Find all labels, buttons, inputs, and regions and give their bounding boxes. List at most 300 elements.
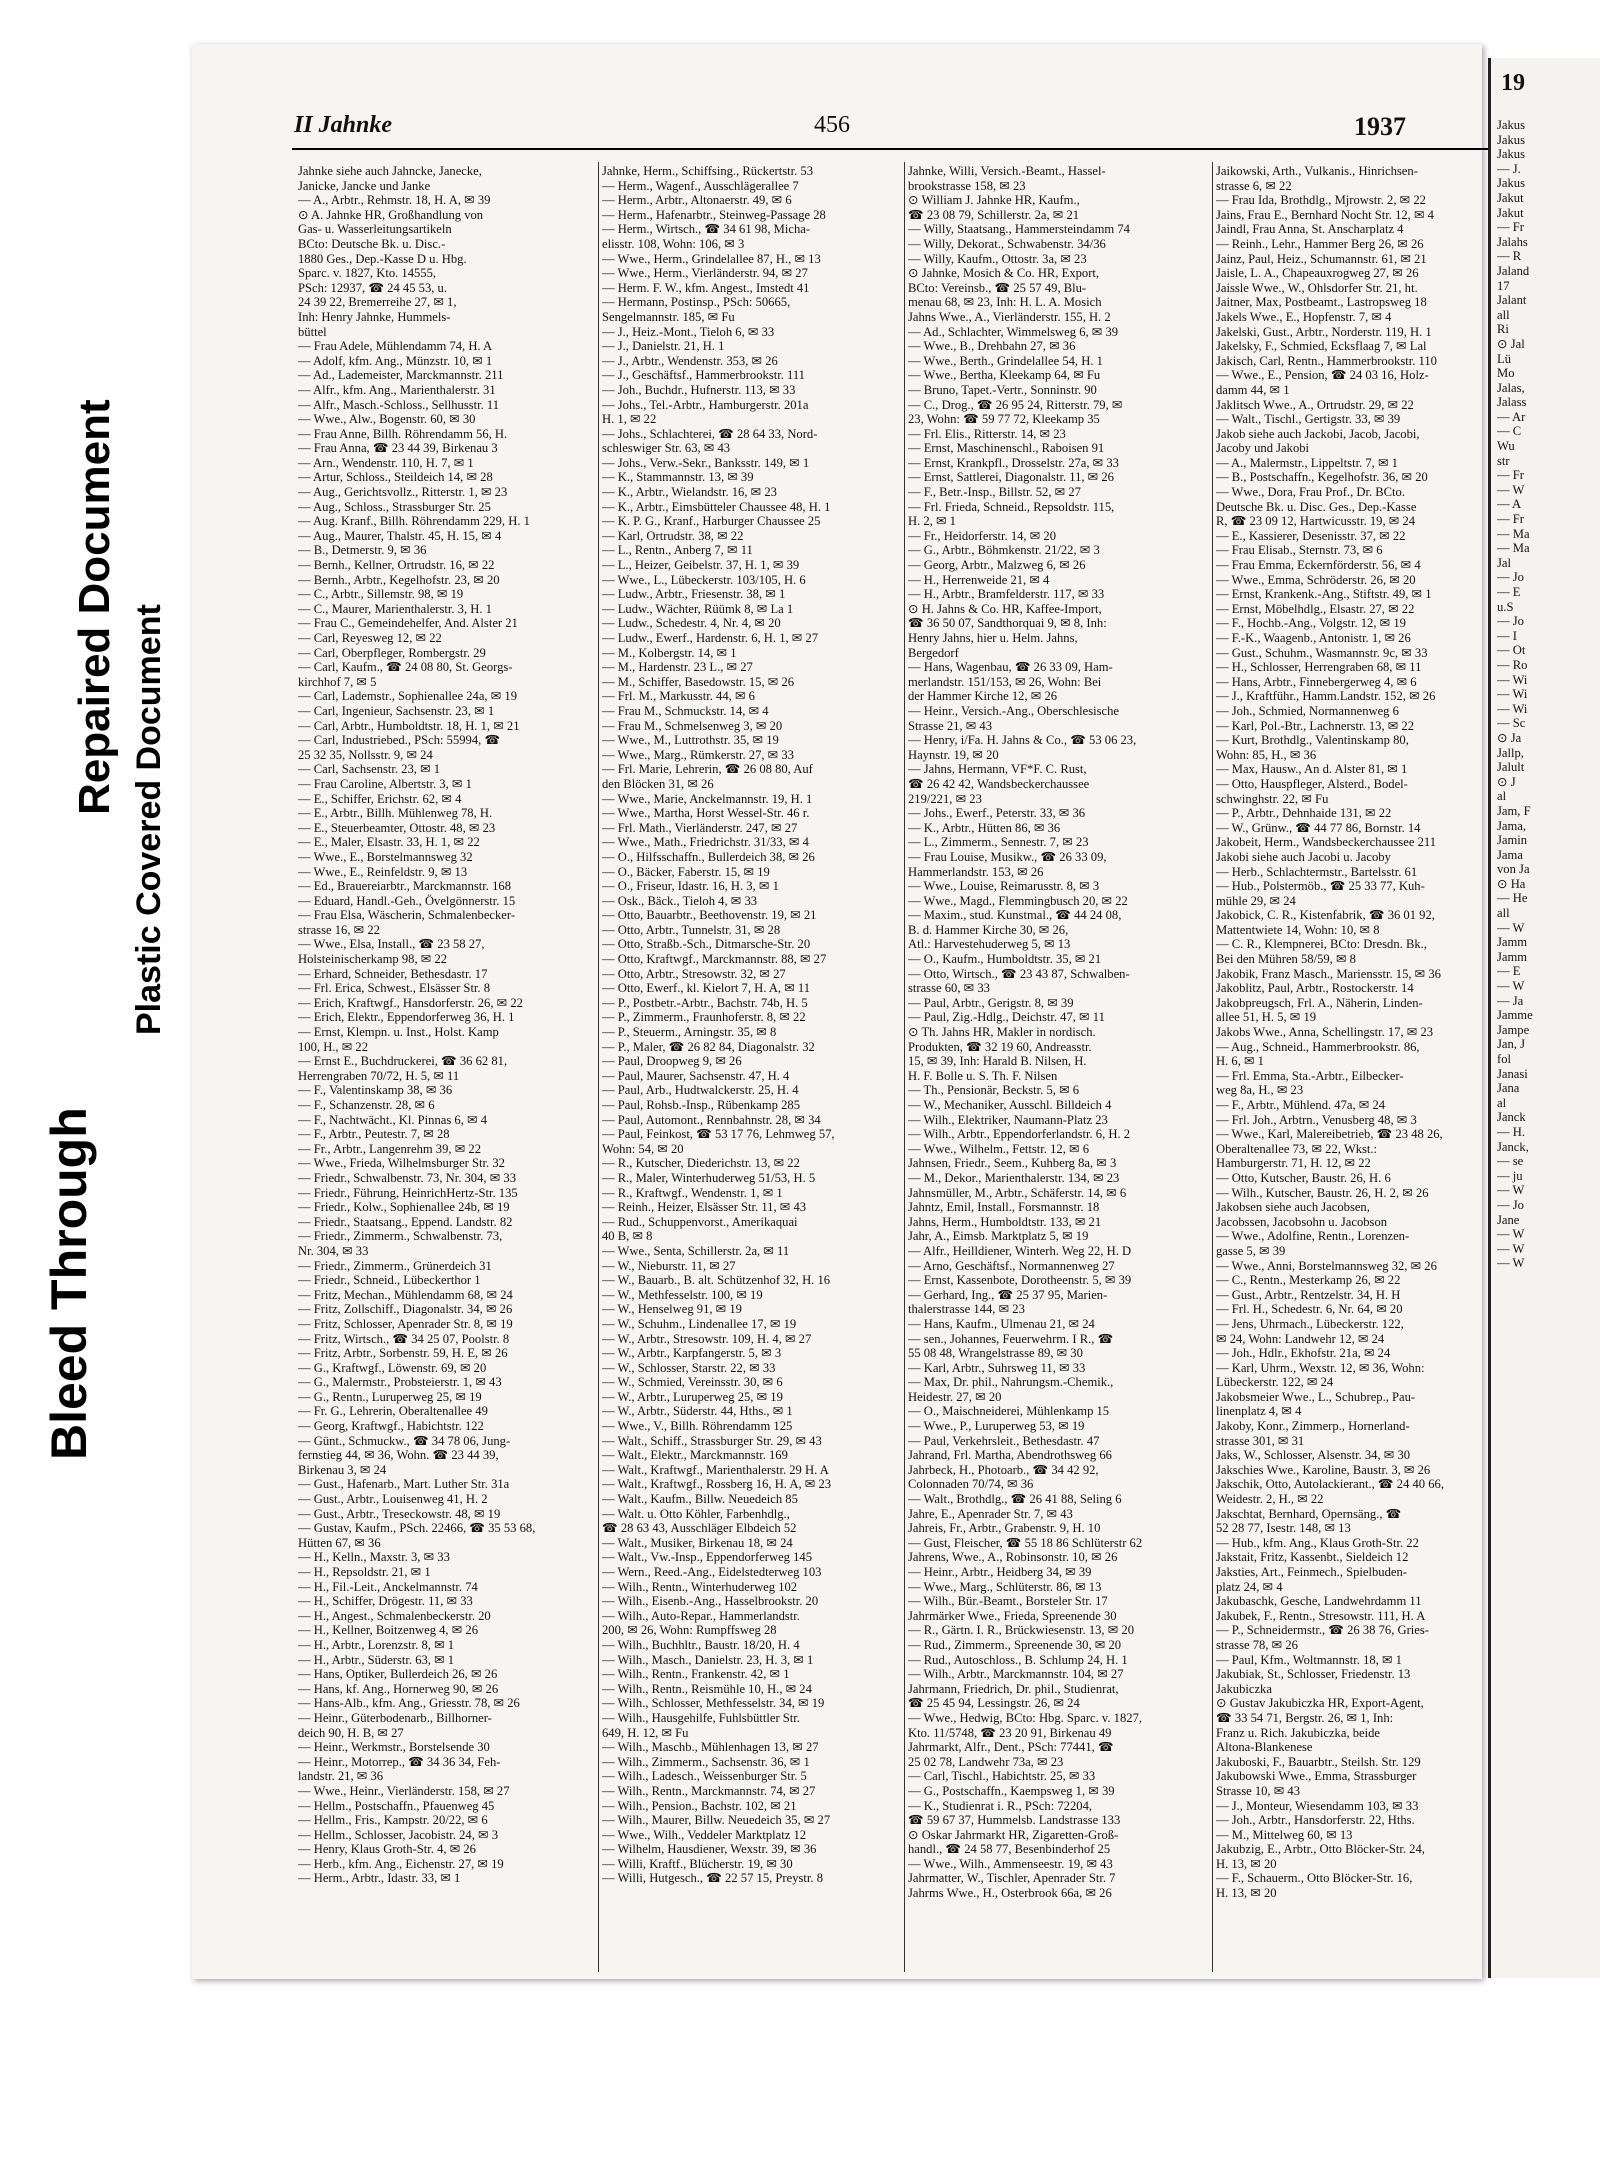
directory-entry: — Carl, Tischl., Habichtstr. 25, ✉ 33 <box>908 1769 1096 1784</box>
directory-entry: — Paul, Rohsb.-Insp., Rübenkamp 285 <box>602 1098 800 1112</box>
directory-entry: Jakoby, Konr., Zimmerp., Hornerland- <box>1216 1419 1410 1434</box>
directory-entry: — Willy, Kaufm., Ottostr. 3a, ✉ 23 <box>908 251 1087 266</box>
directory-entry: Jakubowski Wwe., Emma, Strassburger <box>1216 1769 1417 1784</box>
directory-entry: — Artur, Schloss., Steildeich 14, ✉ 28 <box>298 470 493 485</box>
directory-entry: Jakobs Wwe., Anna, Schellingstr. 17, ✉ 23 <box>1216 1025 1434 1040</box>
directory-entry: 649, H. 12, ✉ Fu <box>602 1725 689 1740</box>
directory-entry: — Walt. u. Otto Köhler, Farbenhdlg., <box>602 1506 790 1521</box>
directory-entry: — Herm., Arbtr., Altonaerstr. 49, ✉ 6 <box>602 193 792 208</box>
directory-entry: — Wwe., Bertha, Kleekamp 64, ✉ Fu <box>908 368 1101 383</box>
directory-entry: Jahnsmüller, M., Arbtr., Schäferstr. 14, ✉ 6 <box>908 1185 1127 1200</box>
directory-column-2 <box>602 164 902 1974</box>
directory-entry: — H., Arbtr., Bramfelderstr. 117, ✉ 33 <box>908 587 1105 602</box>
directory-entry: damm 44, ✉ 1 <box>1216 382 1290 397</box>
adjacent-entry: — Ro <box>1497 657 1528 672</box>
directory-entry: Jakobsmeier Wwe., L., Schubrep., Pau- <box>1216 1389 1416 1404</box>
directory-entry: R, ☎ 23 09 12, Hartwicusstr. 19, ✉ 24 <box>1216 514 1416 529</box>
adjacent-entry: Jakus <box>1497 176 1525 191</box>
directory-entry: Gas- u. Wasserleitungsartikeln <box>298 222 452 237</box>
directory-entry: — M., Schiffer, Basedowstr. 15, ✉ 26 <box>602 674 795 689</box>
directory-entry: — Carl, Arbtr., Humboldtstr. 18, H. 1, ✉ 21 <box>298 718 520 733</box>
adjacent-entry: — E <box>1497 964 1521 979</box>
directory-entry: — Alfr., Heilldiener, Winterh. Weg 22, H. D <box>908 1243 1132 1258</box>
directory-entry: — Willi, Hutgesch., ☎ 22 57 15, Preystr. 8 <box>602 1871 823 1886</box>
directory-entry: ⊙ H. Jahns & Co. HR, Kaffee-Import, <box>908 601 1102 616</box>
directory-entry: — A., Malermstr., Lippeltstr. 7, ✉ 1 <box>1216 455 1398 470</box>
adjacent-entry: — H. <box>1497 1124 1525 1139</box>
directory-entry: — Willy, Staatsang., Hammersteindamm 74 <box>908 222 1130 237</box>
directory-entry: — F., Valentinskamp 38, ✉ 36 <box>298 1083 453 1098</box>
directory-entry: — Bernh., Kellner, Ortrudstr. 16, ✉ 22 <box>298 558 495 573</box>
directory-entry: 55 08 48, Wrangelstrasse 89, ✉ 30 <box>908 1346 1083 1361</box>
directory-entry: ☎ 36 50 07, Sandthorquai 9, ✉ 8, Inh: <box>908 616 1107 631</box>
directory-entry: — Carl, Kaufm., ☎ 24 08 80, St. Georgs- <box>298 660 513 675</box>
adjacent-entry: str <box>1497 453 1510 468</box>
directory-entry: Jakobpreugsch, Frl. A., Näherin, Linden- <box>1216 995 1423 1010</box>
directory-entry: brookstrasse 158, ✉ 23 <box>908 178 1026 193</box>
directory-entry: Jaikowski, Arth., Vulkanis., Hinrichsen- <box>1216 164 1418 178</box>
directory-entry: — C., Rentn., Mesterkamp 26, ✉ 22 <box>1216 1273 1401 1288</box>
directory-entry: Mattentwiete 14, Wohn: 10, ✉ 8 <box>1216 922 1380 937</box>
directory-entry: Jahntz, Emil, Install., Forsmannstr. 18 <box>908 1200 1100 1215</box>
directory-entry: — Wwe., Wilhelm., Fettstr. 12, ✉ 6 <box>908 1141 1089 1156</box>
adjacent-entry: — W <box>1497 1256 1525 1271</box>
directory-entry: — Gust., Arbtr., Louisenweg 41, H. 2 <box>298 1492 488 1507</box>
directory-entry: — Aug., Maurer, Thalstr. 45, H. 15, ✉ 4 <box>298 528 502 543</box>
adjacent-entry: — W <box>1497 1241 1525 1256</box>
directory-entry: — Wwe., V., Billh. Röhrendamm 125 <box>602 1419 793 1434</box>
directory-entry: — Max, Hausw., An d. Alster 81, ✉ 1 <box>1216 762 1408 777</box>
directory-entry: — Carl, Oberpfleger, Rombergstr. 29 <box>298 645 486 660</box>
directory-entry: — Fr., Heidorferstr. 14, ✉ 20 <box>908 528 1057 543</box>
directory-entry: Jakisch, Carl, Rentn., Hammerbrookstr. 110 <box>1216 353 1437 368</box>
directory-entry: — J., Monteur, Wiesendamm 103, ✉ 33 <box>1216 1798 1419 1813</box>
directory-entry: — Walt., Kraftwgf., Marienthalerstr. 29 H. A <box>602 1462 829 1477</box>
directory-entry: — Frau C., Gemeindehelfer, And. Alster 21 <box>298 616 518 631</box>
directory-entry: — W., Bauarb., B. alt. Schützenhof 32, H. 16 <box>602 1273 831 1288</box>
directory-entry: — Frau Emma, Eckernförderstr. 56, ✉ 4 <box>1216 558 1421 573</box>
directory-entry: — Wilh., Rentn., Reismühle 10, H., ✉ 24 <box>602 1681 812 1696</box>
directory-entry: — H., Arbtr., Lorenzstr. 8, ✉ 1 <box>298 1637 455 1652</box>
directory-entry: Jaklitsch Wwe., A., Ortrudstr. 29, ✉ 22 <box>1216 397 1414 412</box>
directory-entry: — E., Kassierer, Desenisstr. 37, ✉ 22 <box>1216 528 1406 543</box>
directory-entry: — Wwe., Frieda, Wilhelmsburger Str. 32 <box>298 1156 505 1171</box>
directory-entry: Herrengraben 70/72, H. 5, ✉ 11 <box>298 1068 460 1083</box>
directory-entry: H. 1, ✉ 22 <box>602 412 657 427</box>
directory-entry: — Otto, Bauarbtr., Beethovenstr. 19, ✉ 21 <box>602 908 817 923</box>
adjacent-entry: Jakus <box>1497 132 1525 147</box>
page-number: 456 <box>814 112 850 138</box>
directory-entry: — Frau Anna, ☎ 23 44 39, Birkenau 3 <box>298 441 498 456</box>
page-year: 1937 <box>1354 112 1406 141</box>
directory-entry: ☎ 23 08 79, Schillerstr. 2a, ✉ 21 <box>908 207 1080 222</box>
directory-entry: 24 39 22, Bremerreihe 27, ✉ 1, <box>298 295 457 310</box>
directory-entry: — Otto, Straßb.-Sch., Ditmarsche-Str. 20 <box>602 937 811 952</box>
adjacent-entry: — E <box>1497 585 1521 599</box>
directory-entry: — H., Angest., Schmalenbeckerstr. 20 <box>298 1608 491 1623</box>
directory-entry: — Fritz, Schlosser, Apenrader Str. 8, ✉ 19 <box>298 1316 513 1331</box>
adjacent-entry: Jamm <box>1497 949 1528 964</box>
adjacent-entry: ⊙ Ha <box>1497 876 1526 891</box>
directory-entry: — Adolf, kfm. Ang., Münzstr. 10, ✉ 1 <box>298 353 493 368</box>
directory-entry: — Wern., Reed.-Ang., Eidelstedterweg 103 <box>602 1565 822 1579</box>
directory-entry: H. 2, ✉ 1 <box>908 514 956 529</box>
directory-entry: ⊙ William J. Jahnke HR, Kaufm., <box>908 193 1080 208</box>
adjacent-entry: — W <box>1497 979 1525 994</box>
directory-entry: Franz u. Rich. Jakubiczka, beide <box>1216 1725 1381 1740</box>
adjacent-entry: Lü <box>1497 351 1511 366</box>
adjacent-entry: — I <box>1497 628 1517 643</box>
directory-entry: — Osk., Bäck., Tieloh 4, ✉ 33 <box>602 893 758 908</box>
directory-entry: — Friedr., Staatsang., Eppend. Landstr. 82 <box>298 1214 513 1229</box>
directory-entry: — L., Zimmerm., Sennestr. 7, ✉ 23 <box>908 835 1089 850</box>
directory-entry: Jakobi siehe auch Jacobi u. Jacoby <box>1216 849 1391 864</box>
directory-entry: — C., Maurer, Marienthalerstr. 3, H. 1 <box>298 601 492 616</box>
column-divider <box>904 162 905 1972</box>
directory-entry: Jakschtat, Bernhard, Opernsäng., ☎ <box>1216 1506 1402 1521</box>
annotation-panel <box>0 0 190 2177</box>
directory-entry: — Walt., Kaufm., Billw. Neuedeich 85 <box>602 1492 798 1507</box>
directory-entry: — Fritz, Mechan., Mühlendamm 68, ✉ 24 <box>298 1287 513 1302</box>
directory-entry: Jahrmarkt, Alfr., Dent., PSch: 77441, ☎ <box>908 1740 1114 1755</box>
directory-entry: — Wwe., Elsa, Install., ☎ 23 58 27, <box>298 937 485 952</box>
directory-entry: Jahrbeck, H., Photoarb., ☎ 34 42 92, <box>908 1462 1099 1477</box>
directory-entry: — W., Arbtr., Stresowstr. 109, H. 4, ✉ 27 <box>602 1331 812 1346</box>
adjacent-entry: Janck <box>1497 1110 1526 1125</box>
directory-entry: — Wilh., Arbtr., Eppendorferlandstr. 6, H. 2 <box>908 1127 1131 1142</box>
directory-entry: — Paul, Zig.-Hdlg., Deichstr. 47, ✉ 11 <box>908 1010 1105 1025</box>
directory-entry: Jaitner, Max, Postbeamt., Lastropsweg 18 <box>1216 295 1427 310</box>
directory-entry: allee 51, H. 5, ✉ 19 <box>1216 1010 1317 1025</box>
adjacent-entry: — W <box>1497 1183 1525 1198</box>
directory-entry: — M., Hardenstr. 23 L., ✉ 27 <box>602 660 753 675</box>
directory-entry: — Paul, Automont., Rennbahnstr. 28, ✉ 34 <box>602 1112 821 1127</box>
adjacent-entry: — Wi <box>1497 701 1528 716</box>
adjacent-entry: Ri <box>1497 322 1509 337</box>
directory-entry: — Ed., Brauereiarbtr., Marckmannstr. 168 <box>298 879 511 894</box>
directory-entry: — Wwe., Emma, Schröderstr. 26, ✉ 20 <box>1216 572 1416 587</box>
directory-entry: Jakobeit, Herm., Wandsbeckerchaussee 211 <box>1216 835 1437 850</box>
directory-entry: Jacobssen, Jacobsohn u. Jacobson <box>1216 1214 1388 1229</box>
directory-entry: Jahr, A., Eimsb. Marktplatz 5, ✉ 19 <box>908 1229 1089 1244</box>
directory-entry: — Fr. G., Lehrerin, Oberaltenallee 49 <box>298 1404 488 1419</box>
directory-entry: — O., Bäcker, Faberstr. 15, ✉ 19 <box>602 864 770 879</box>
directory-entry: — Ernst, Maschinenschl., Raboisen 91 <box>908 441 1105 456</box>
adjacent-entry: Mo <box>1497 366 1515 381</box>
directory-entry: — Wilh., Auto-Repar., Hammerlandstr. <box>602 1608 800 1623</box>
directory-entry: — Gerhard, Ing., ☎ 25 37 95, Marien- <box>908 1287 1108 1302</box>
directory-entry: fernstieg 44, ✉ 36, Wohn. ☎ 23 44 39, <box>298 1448 499 1463</box>
directory-entry: — K., Studienrat i. R., PSch: 72204, <box>908 1798 1093 1813</box>
directory-entry: ⊙ A. Jahnke HR, Großhandlung von <box>298 207 484 222</box>
directory-entry: gasse 5, ✉ 39 <box>1216 1243 1286 1258</box>
directory-entry: Inh: Henry Jahnke, Hummels- <box>298 309 451 324</box>
directory-entry: — Otto, Ewerf., kl. Kielort 7, H. A, ✉ 11 <box>602 981 811 996</box>
adjacent-entry: Jalult <box>1497 760 1525 775</box>
adjacent-entry: — Ar <box>1497 409 1526 424</box>
directory-entry: — Fritz, Wirtsch., ☎ 34 25 07, Poolstr. 8 <box>298 1331 510 1346</box>
directory-entry: ☎ 33 54 71, Bergstr. 26, ✉ 1, Inh: <box>1216 1710 1394 1725</box>
directory-entry: — Karl, Arbtr., Suhrsweg 11, ✉ 33 <box>908 1360 1086 1375</box>
directory-entry: — Wwe., Louise, Reimarusstr. 8, ✉ 3 <box>908 879 1100 894</box>
directory-entry: Strasse 10, ✉ 43 <box>1216 1783 1301 1798</box>
directory-entry: ⊙ Th. Jahns HR, Makler in nordisch. <box>908 1025 1096 1040</box>
directory-entry: — Carl, Industriebed., PSch: 55994, ☎ <box>298 733 501 748</box>
directory-entry: — Th., Pensionär, Beckstr. 5, ✉ 6 <box>908 1083 1080 1098</box>
directory-entry: Oberaltenallee 73, ✉ 22, Wkst.: <box>1216 1141 1378 1156</box>
directory-entry: — Gust., Hafenarb., Mart. Luther Str. 31a <box>298 1477 510 1492</box>
directory-entry: Hamburgerstr. 71, H. 12, ✉ 22 <box>1216 1156 1371 1171</box>
directory-entry: — Wwe., Alw., Bogenstr. 60, ✉ 30 <box>298 412 476 427</box>
directory-entry: Deutsche Bk. u. Disc. Ges., Dep.-Kasse <box>1216 499 1417 514</box>
directory-entry: Jains, Frau E., Bernhard Nocht Str. 12, ✉ 4 <box>1216 207 1434 222</box>
directory-entry: Colonnaden 70/74, ✉ 36 <box>908 1477 1034 1492</box>
directory-entry: — Bernh., Arbtr., Kegelhofstr. 23, ✉ 20 <box>298 572 500 587</box>
adjacent-entry: Jalass <box>1497 395 1527 410</box>
directory-entry: — Joh., Schmied, Normannenweg 6 <box>1216 703 1399 718</box>
directory-entry: — Ernst E., Buchdruckerei, ☎ 36 62 81, <box>298 1054 508 1069</box>
directory-entry: schwinghstr. 22, ✉ Fu <box>1216 791 1329 806</box>
directory-entry: — Wilh., Pension., Bachstr. 102, ✉ 21 <box>602 1798 797 1813</box>
directory-entry: — Wwe., Hedwig, BCto: Hbg. Sparc. v. 1827, <box>908 1710 1143 1725</box>
directory-entry: — Willy, Dekorat., Schwabenstr. 34/36 <box>908 236 1106 251</box>
directory-entry: — Wwe., Anni, Borstelmannsweg 32, ✉ 26 <box>1216 1258 1437 1273</box>
directory-entry: 40 B, ✉ 8 <box>602 1229 653 1244</box>
adjacent-page-column <box>1497 118 1533 1271</box>
directory-entry: — Friedr., Schwalbenstr. 73, Nr. 304, ✉ 33 <box>298 1170 516 1185</box>
directory-entry: — Ernst, Klempn. u. Inst., Holst. Kamp <box>298 1025 499 1040</box>
directory-entry: Sengelmannstr. 185, ✉ Fu <box>602 309 735 324</box>
adjacent-entry: Wu <box>1497 439 1515 454</box>
directory-entry: büttel <box>298 324 327 339</box>
directory-entry: — Frau M., Schmuckstr. 14, ✉ 4 <box>602 703 769 718</box>
directory-entry: — Wwe., Herm., Vierländerstr. 94, ✉ 27 <box>602 266 808 281</box>
directory-entry: — Wwe., Math., Friedrichstr. 31/33, ✉ 4 <box>602 835 809 850</box>
directory-entry: — R., Kutscher, Diederichstr. 13, ✉ 22 <box>602 1156 800 1171</box>
column-divider <box>1212 162 1213 1972</box>
directory-entry: — E., Schiffer, Erichstr. 62, ✉ 4 <box>298 791 462 806</box>
directory-entry: — Friedr., Schneid., Lübeckerthor 1 <box>298 1273 481 1288</box>
directory-entry: — Wwe., L., Lübeckerstr. 103/105, H. 6 <box>602 572 806 587</box>
directory-entry: — Jens, Uhrmach., Lübeckerstr. 122, <box>1216 1316 1404 1331</box>
label-bleed-through: Bleed Through <box>41 1107 97 1460</box>
directory-entry: — Hellm., Schlosser, Jacobistr. 24, ✉ 3 <box>298 1827 498 1842</box>
directory-entry: — Walt., Schiff., Strassburger Str. 29, ✉ 43 <box>602 1433 822 1448</box>
directory-entry: Holsteinischerkamp 98, ✉ 22 <box>298 952 448 967</box>
directory-entry: — Heinr., Güterbodenarb., Billhorner- <box>298 1710 492 1725</box>
directory-entry: Jahrms Wwe., H., Osterbrook 66a, ✉ 26 <box>908 1886 1112 1901</box>
adjacent-entry: — Ot <box>1497 643 1526 658</box>
directory-entry: — Hellm., Fris., Kampstr. 20/22, ✉ 6 <box>298 1813 488 1828</box>
directory-entry: 1880 Ges., Dep.-Kasse D u. Hbg. <box>298 251 467 266</box>
directory-entry: — G., Arbtr., Böhmkenstr. 21/22, ✉ 3 <box>908 543 1100 558</box>
directory-entry: — Wilh., Bür.-Beamt., Borsteler Str. 17 <box>908 1594 1108 1609</box>
directory-entry: — Wwe., P., Luruperweg 53, ✉ 19 <box>908 1419 1085 1434</box>
directory-entry: ⊙ Oskar Jahrmarkt HR, Zigaretten-Groß- <box>908 1827 1119 1842</box>
directory-entry: — Wilh., Rentn., Frankenstr. 42, ✉ 1 <box>602 1667 790 1682</box>
directory-entry: — W., Schmied, Vereinsstr. 30, ✉ 6 <box>602 1375 783 1390</box>
directory-entry: — Friedr., Zimmerm., Grünerdeich 31 <box>298 1258 492 1273</box>
directory-entry: — sen., Johannes, Feuerwehrm. I R., ☎ <box>908 1331 1114 1346</box>
directory-entry: — Ernst, Möbelhdlg., Elsastr. 27, ✉ 22 <box>1216 601 1415 616</box>
directory-entry: Jakelski, Gust., Arbtr., Norderstr. 119, H. 1 <box>1216 324 1432 339</box>
directory-entry: Jakubaschk, Gesche, Landwehrdamm 11 <box>1216 1594 1422 1609</box>
directory-entry: landstr. 21, ✉ 36 <box>298 1769 384 1784</box>
directory-entry: — Karl, Ortrudstr. 38, ✉ 22 <box>602 528 744 543</box>
directory-entry: — Wilh., Masch., Danielstr. 23, H. 3, ✉ 1 <box>602 1652 814 1667</box>
directory-entry: 25 02 78, Landwehr 73a, ✉ 23 <box>908 1754 1064 1769</box>
directory-entry: Jaksties, Art., Feinmech., Spielbuden- <box>1216 1565 1407 1579</box>
adjacent-entry: Jampe <box>1497 1022 1530 1037</box>
directory-entry: — Wwe., Martha, Horst Wessel-Str. 46 r. <box>602 806 810 821</box>
directory-entry: — Wwe., Senta, Schillerstr. 2a, ✉ 11 <box>602 1243 790 1258</box>
directory-entry: — Reinh., Lehr., Hammer Berg 26, ✉ 26 <box>1216 236 1424 251</box>
directory-entry: — Herm. F. W., kfm. Angest., Imstedt 41 <box>602 280 810 295</box>
adjacent-entry: Jal <box>1497 555 1511 570</box>
directory-entry: — Karl, Pol.-Btr., Lachnerstr. 13, ✉ 22 <box>1216 718 1415 733</box>
directory-entry: Jakstait, Fritz, Kassenbt., Sieldeich 12 <box>1216 1550 1409 1565</box>
directory-entry: Jaissle Wwe., W., Ohlsdorfer Str. 21, ht. <box>1216 280 1418 295</box>
directory-entry: — Wwe., Marg., Schlüterstr. 86, ✉ 13 <box>908 1579 1102 1594</box>
directory-entry: — Paul, Feinkost, ☎ 53 17 76, Lehmweg 57, <box>602 1127 835 1142</box>
adjacent-entry: Janck, <box>1497 1139 1529 1154</box>
directory-entry: — O., Hilfsschaffn., Bullerdeich 38, ✉ 26 <box>602 849 815 864</box>
directory-entry: — G., Kraftwgf., Löwenstr. 69, ✉ 20 <box>298 1360 487 1375</box>
directory-entry: Jahnke siehe auch Jahncke, Janecke, <box>298 164 482 178</box>
directory-entry: — Paul, Arb., Hudtwalckerstr. 25, H. 4 <box>602 1083 799 1098</box>
directory-entry: — F.-K., Waagenb., Antonistr. 1, ✉ 26 <box>1216 631 1411 645</box>
directory-entry: — O., Friseur, Idastr. 16, H. 3, ✉ 1 <box>602 879 779 894</box>
directory-entry: kirchhof 7, ✉ 5 <box>298 674 377 689</box>
directory-entry: — C. R., Klempnerei, BCto: Dresdn. Bk., <box>1216 937 1427 952</box>
adjacent-entry: — Jo <box>1497 570 1524 585</box>
directory-entry: — H., Arbtr., Süderstr. 63, ✉ 1 <box>298 1652 455 1667</box>
directory-entry: — F., Arbtr., Peutestr. 7, ✉ 28 <box>298 1127 450 1142</box>
directory-entry: — Reinh., Heizer, Elsässer Str. 11, ✉ 43 <box>602 1200 807 1215</box>
directory-entry: — Friedr., Kolw., Sophienallee 24b, ✉ 19 <box>298 1200 510 1215</box>
directory-entry: PSch: 12937, ☎ 24 45 53, u. <box>298 280 447 295</box>
adjacent-entry: Jalas, <box>1497 380 1525 395</box>
directory-entry: Nr. 304, ✉ 33 <box>298 1243 369 1258</box>
directory-entry: — Heinr., Versich.-Ang., Oberschlesische <box>908 703 1120 718</box>
directory-entry: — Heinr., Werkmstr., Borstelsende 30 <box>298 1740 490 1755</box>
directory-entry: — J., Geschäftsf., Hammerbrookstr. 111 <box>602 368 805 383</box>
directory-entry: — Herb., kfm. Ang., Eichenstr. 27, ✉ 19 <box>298 1856 504 1871</box>
adjacent-entry: ⊙ Ja <box>1497 730 1522 745</box>
directory-entry: — W., Mechaniker, Ausschl. Billdeich 4 <box>908 1098 1112 1112</box>
directory-entry: der Hammer Kirche 12, ✉ 26 <box>908 689 1058 704</box>
directory-entry: — Fritz, Arbtr., Sorbenstr. 59, H. E, ✉ 26 <box>298 1346 508 1361</box>
directory-entry: — Otto, Kutscher, Baustr. 26, H. 6 <box>1216 1170 1391 1185</box>
directory-entry: — R., Gärtn. I. R., Brückwiesenstr. 13, ✉ 20 <box>908 1623 1135 1638</box>
directory-entry: ☎ 28 63 43, Ausschläger Elbdeich 52 <box>602 1521 797 1536</box>
directory-entry: Jaks, W., Schlosser, Alsenstr. 34, ✉ 30 <box>1216 1448 1411 1463</box>
directory-entry: menau 68, ✉ 23, Inh: H. L. A. Mosich <box>908 295 1102 310</box>
directory-entry: — H., Fil.-Leit., Anckelmannstr. 74 <box>298 1579 478 1594</box>
directory-entry: — K., Arbtr., Hütten 86, ✉ 36 <box>908 820 1061 835</box>
directory-entry: BCto: Vereinsb., ☎ 25 57 49, Blu- <box>908 280 1087 295</box>
directory-entry: — Friedr., Zimmerm., Schwalbenstr. 73, <box>298 1229 503 1244</box>
directory-entry: — P., Schneidermstr., ☎ 26 38 76, Gries- <box>1216 1623 1429 1638</box>
directory-entry: — Hans, Wagenbau, ☎ 26 33 09, Ham- <box>908 660 1113 675</box>
directory-entry: Jakobick, C. R., Kistenfabrik, ☎ 36 01 92, <box>1216 908 1435 923</box>
directory-entry: — P., Steuerm., Arningstr. 35, ✉ 8 <box>602 1025 777 1040</box>
adjacent-entry: — Ja <box>1497 993 1524 1008</box>
directory-entry: — K., Stammannstr. 13, ✉ 39 <box>602 470 754 485</box>
adjacent-entry: fol <box>1497 1052 1511 1066</box>
directory-entry: — Heinr., Arbtr., Heidberg 34, ✉ 39 <box>908 1565 1092 1579</box>
directory-entry: — Johs., Ewerf., Peterstr. 33, ✉ 36 <box>908 806 1086 821</box>
directory-entry: — Frl. Math., Vierländerstr. 247, ✉ 27 <box>602 820 798 835</box>
directory-entry: — Gustav, Kaufm., PSch. 22466, ☎ 35 53 68, <box>298 1521 536 1536</box>
directory-entry: — G., Malermstr., Probsteierstr. 1, ✉ 43 <box>298 1375 502 1390</box>
directory-entry: — Wwe., Adolfine, Rentn., Lorenzen- <box>1216 1229 1410 1244</box>
directory-entry: Atl.: Harvestehuderweg 5, ✉ 13 <box>908 937 1071 952</box>
directory-entry: — Wwe., Dora, Frau Prof., Dr. BCto. <box>1216 485 1406 500</box>
directory-entry: Jakels Wwe., E., Hopfenstr. 7, ✉ 4 <box>1216 309 1392 324</box>
directory-entry: — Wilh., Buchhltr., Baustr. 18/20, H. 4 <box>602 1637 800 1652</box>
directory-entry: — Herm., Wirtsch., ☎ 34 61 98, Micha- <box>602 222 811 237</box>
directory-entry: Jainz, Paul, Heiz., Schumannstr. 61, ✉ 21 <box>1216 251 1427 266</box>
directory-entry: — Otto, Hauspfleger, Alsterd., Bodel- <box>1216 776 1408 791</box>
directory-entry: — M., Dekor., Marienthalerstr. 134, ✉ 23 <box>908 1170 1120 1185</box>
label-repaired-document: Repaired Document <box>70 399 119 815</box>
directory-entry: strasse 301, ✉ 31 <box>1216 1433 1305 1448</box>
directory-entry: — W., Methfesselstr. 100, ✉ 19 <box>602 1287 763 1302</box>
directory-entry: — Georg, Kraftwgf., Habichtstr. 122 <box>298 1419 484 1434</box>
directory-entry: ☎ 25 45 94, Lessingstr. 26, ✉ 24 <box>908 1696 1080 1711</box>
adjacent-entry: — R <box>1497 249 1522 264</box>
directory-entry: — R., Kraftwgf., Wendenstr. 1, ✉ 1 <box>602 1185 783 1200</box>
directory-entry: — P., Postbetr.-Arbtr., Bachstr. 74b, H. 5 <box>602 995 808 1010</box>
directory-entry: Jaisle, L. A., Chapeauxrogweg 27, ✉ 26 <box>1216 266 1419 281</box>
directory-entry: — F., Arbtr., Mühlend. 47a, ✉ 24 <box>1216 1098 1386 1112</box>
directory-entry: ⊙ Jahnke, Mosich & Co. HR, Export, <box>908 266 1100 281</box>
directory-entry: H. 13, ✉ 20 <box>1216 1886 1277 1901</box>
directory-entry: — Wilhelm, Hausdiener, Wexstr. 39, ✉ 36 <box>602 1842 817 1857</box>
directory-entry: Jahrmann, Friedrich, Dr. phil., Studienrat, <box>908 1681 1119 1696</box>
directory-entry: — Wwe., Karl, Malereibetrieb, ☎ 23 48 26, <box>1216 1127 1443 1142</box>
directory-entry: — Frau Louise, Musikw., ☎ 26 33 09, <box>908 849 1107 864</box>
adjacent-entry: von Ja <box>1497 862 1530 877</box>
directory-entry: — P., Arbtr., Dehnhaide 131, ✉ 22 <box>1216 806 1392 821</box>
directory-entry: — Eduard, Handl.-Geh., Övelgönnerstr. 15 <box>298 893 516 908</box>
directory-entry: Kto. 11/5748, ☎ 23 20 91, Birkenau 49 <box>908 1725 1112 1740</box>
adjacent-entry: — Fr <box>1497 468 1524 483</box>
directory-entry: — E., Steuerbeamter, Ottostr. 48, ✉ 23 <box>298 820 496 835</box>
adjacent-entry: Jamm <box>1497 935 1528 950</box>
directory-entry: — J., Heiz.-Mont., Tieloh 6, ✉ 33 <box>602 324 775 339</box>
directory-entry: — Günt., Schmuckw., ☎ 34 78 06, Jung- <box>298 1433 511 1448</box>
adjacent-entry: Jam, F <box>1497 803 1531 818</box>
directory-entry: — Aug. Kranf., Billh. Röhrendamm 229, H. 1 <box>298 514 530 529</box>
directory-entry: Jakubek, F., Rentn., Stresowstr. 111, H. A <box>1216 1608 1426 1623</box>
directory-column-4 <box>1216 164 1516 1974</box>
directory-entry: Jakschies Wwe., Karoline, Baustr. 3, ✉ 26 <box>1216 1462 1431 1477</box>
directory-column-3 <box>908 164 1210 1974</box>
adjacent-entry: — Fr <box>1497 220 1524 235</box>
directory-entry: strasse 60, ✉ 33 <box>908 981 990 996</box>
directory-entry: — O., Kaufm., Humboldtstr. 35, ✉ 21 <box>908 952 1102 967</box>
directory-entry: — Karl, Uhrm., Wexstr. 12, ✉ 36, Wohn: <box>1216 1360 1425 1375</box>
column-divider <box>598 162 599 1972</box>
directory-entry: Jakoblitz, Paul, Arbtr., Rostockerstr. 14 <box>1216 981 1414 996</box>
directory-entry: — Ernst, Krankpfl., Drosselstr. 27a, ✉ 33 <box>908 455 1119 470</box>
directory-entry: — Hans-Alb., kfm. Ang., Griesstr. 78, ✉ 26 <box>298 1696 520 1711</box>
directory-entry: — Carl, Reyesweg 12, ✉ 22 <box>298 631 442 645</box>
directory-entry: — W., Arbtr., Süderstr. 44, Hths., ✉ 1 <box>602 1404 793 1419</box>
directory-entry: — Frl. H., Schedestr. 6, Nr. 64, ✉ 20 <box>1216 1302 1403 1317</box>
